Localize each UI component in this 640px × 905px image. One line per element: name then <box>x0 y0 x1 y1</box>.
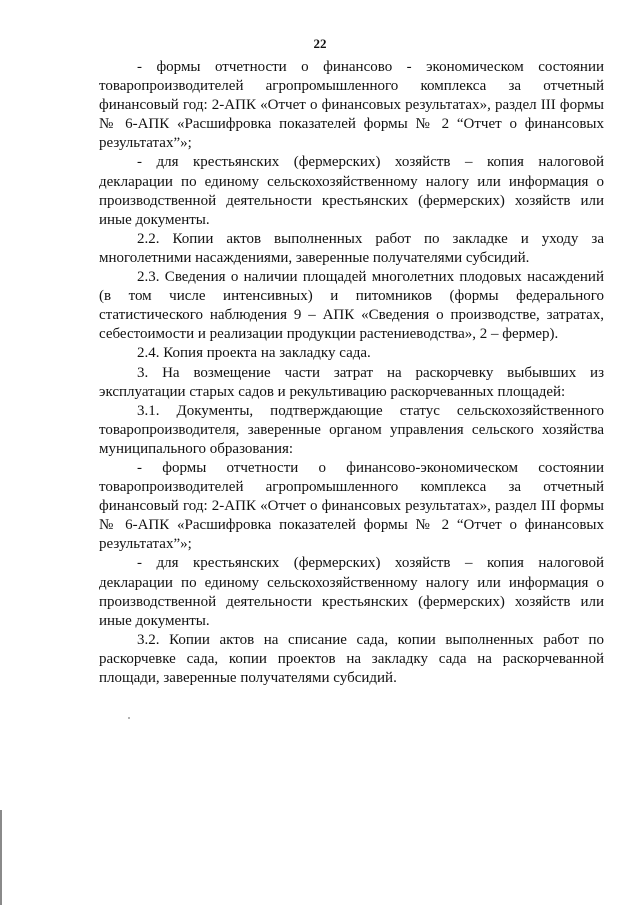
scan-speck <box>128 717 130 719</box>
paragraph-farm-declaration: - для крестьянских (фермерских) хозяйств – копия налоговой декларации по единому сельскохозяйственному налогу или информация о производственной деятельности крестьянских (фермерских) хозяйств или иные документы. <box>99 154 604 228</box>
paragraph-2-2: 2.2. Копии актов выполненных работ по закладке и уходу за многолетними насаждениями, заверенные получателями субсидий. <box>99 230 604 266</box>
paragraph-3-1: 3.1. Документы, подтверждающие статус сельскохозяйственного товаропроизводителя, заверенные органом управления сельского хозяйства муниципального образования: <box>99 402 604 457</box>
document-body <box>99 58 604 688</box>
paragraph-2-4: 2.4. Копия проекта на закладку сада. <box>137 345 371 362</box>
paragraph-3: 3. На возмещение части затрат на раскорчевку выбывших из эксплуатации старых садов и рекультивацию раскорчеванных площадей: <box>99 364 604 400</box>
scan-edge-mark <box>0 810 2 905</box>
paragraph-2-3: 2.3. Сведения о наличии площадей многолетних плодовых насаждений (в том числе интенсивных) и питомников (формы федерального статистического наблюдения 9 – АПК «Сведения о производстве, затратах, себестоимости и реализации продукции растениеводства», 2 – фермер). <box>99 269 604 343</box>
paragraph-3-2: 3.2. Копии актов на списание сада, копии выполненных работ по раскорчевке сада, копии проектов на закладку сада на раскорчеванной площади, заверенные получателями субсидий. <box>99 631 604 686</box>
paragraph-forms-reporting: - формы отчетности о финансово - экономическом состоянии товаропроизводителей агропромышленного комплекса за отчетный финансовый год: 2-АПК «Отчет о финансовых результатах», раздел III формы № 6-АПК «Расшифровка показателей формы № 2 “Отчет о финансовых результатах”»; <box>99 59 604 152</box>
paragraph-forms-reporting-2: - формы отчетности о финансово-экономическом состоянии товаропроизводителей агропромышленного комплекса за отчетный финансовый год: 2-АПК «Отчет о финансовых результатах», раздел III формы № 6-АПК «Расшифровка показателей формы № 2 “Отчет о финансовых результатах”»; <box>99 459 604 553</box>
page-number: 22 <box>313 36 327 51</box>
paragraph-farm-declaration-2: - для крестьянских (фермерских) хозяйств – копия налоговой декларации по единому сельскохозяйственному налогу или информация о производственной деятельности крестьянских (фермерских) хозяйств или иные документы. <box>99 555 604 629</box>
